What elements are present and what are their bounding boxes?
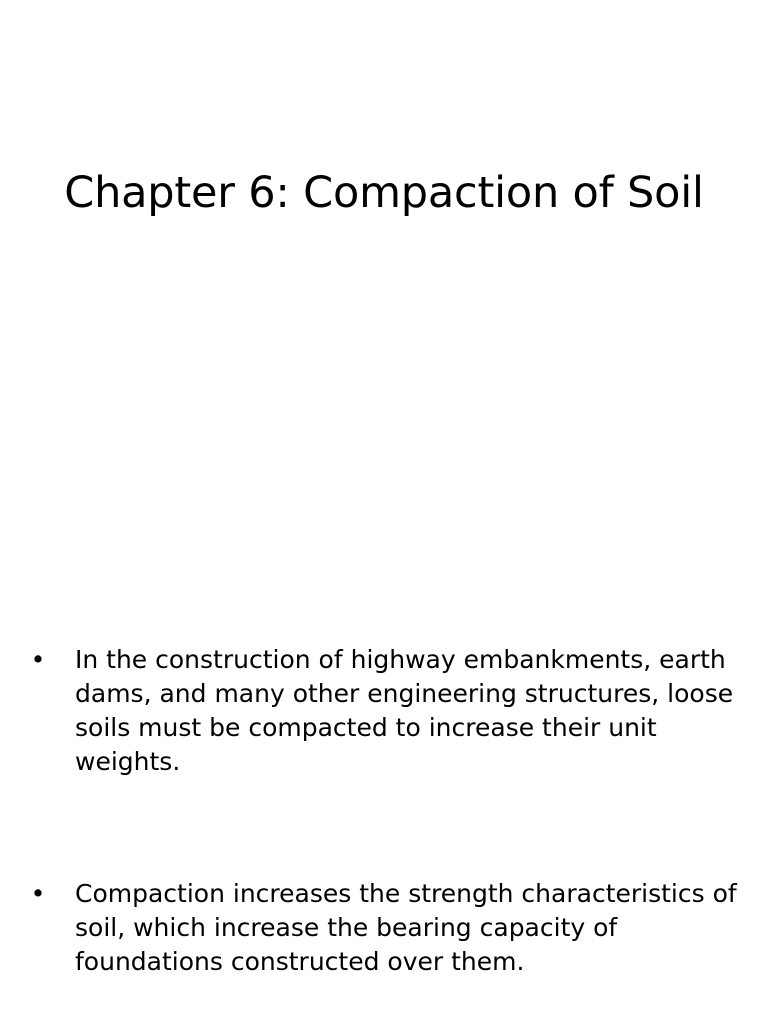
bullet-marker: • (30, 645, 46, 674)
bullet-item (28, 643, 740, 779)
bullet-item (28, 877, 740, 979)
bullet-text: In the construction of highway embankments, earth dams, and many other engineering structures, loose soils must be compacted to increase their unit weights. (75, 645, 734, 776)
bullet-text: Compaction increases the strength characteristics of soil, which increase the bearing capacity of foundations constructed over them. (75, 879, 737, 976)
slide-title: Chapter 6: Compaction of Soil (64, 168, 704, 218)
bullet-list (28, 643, 740, 979)
bullet-marker: • (30, 879, 46, 908)
